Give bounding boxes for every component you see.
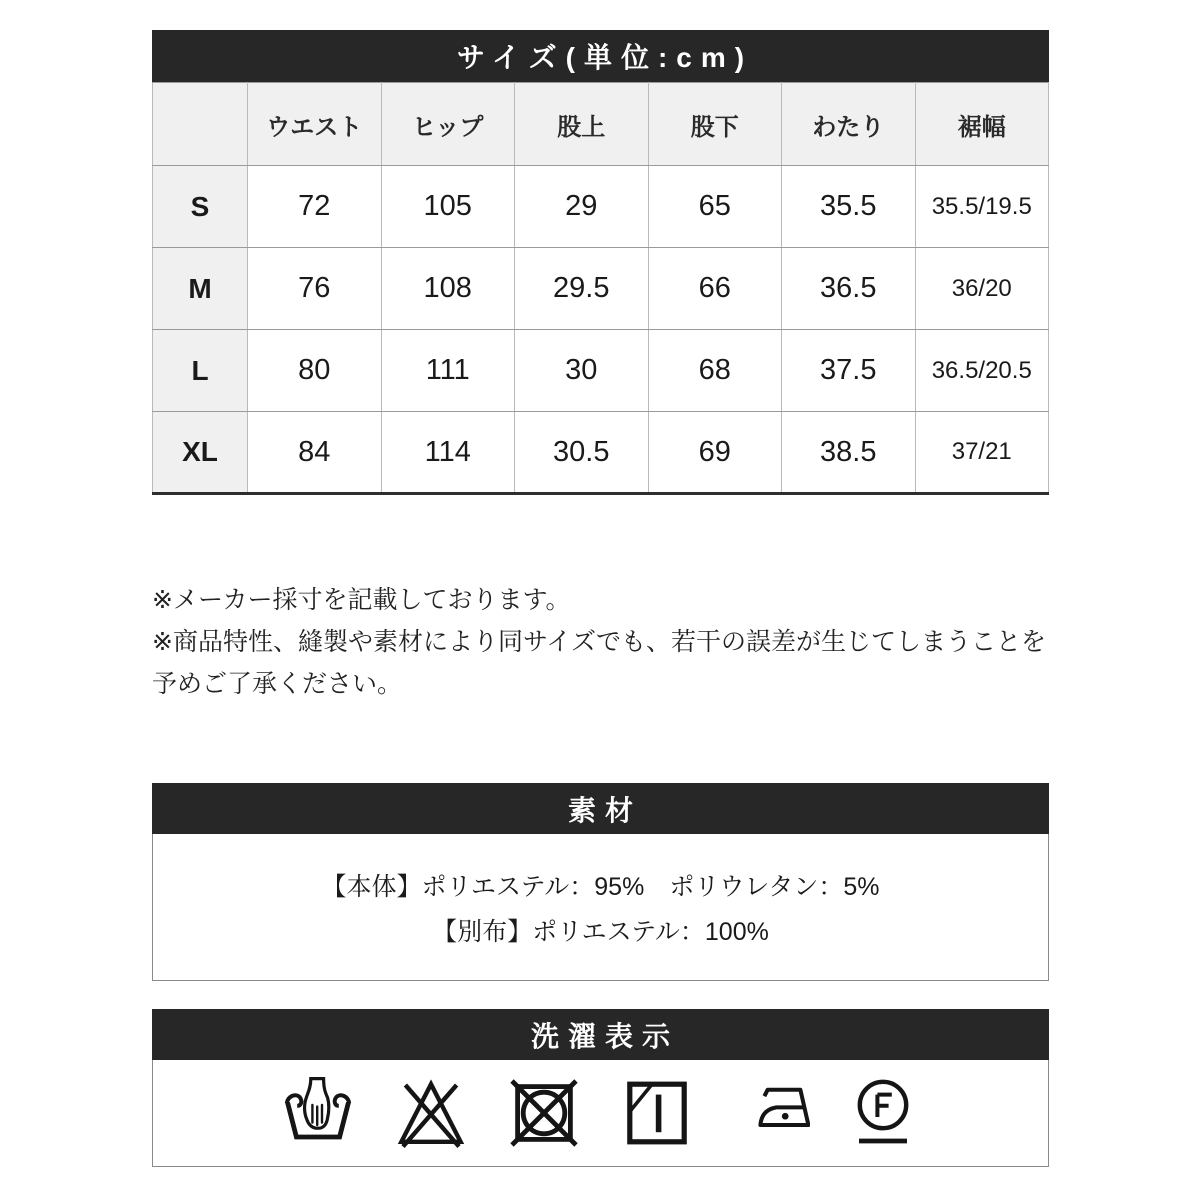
cell-thigh: 38.5 <box>782 412 916 494</box>
note-line-1: ※メーカー採寸を記載しております。 <box>152 586 571 614</box>
size-table <box>152 82 1049 495</box>
cell-hem: 36/20 <box>915 248 1049 330</box>
row-label: S <box>153 166 248 248</box>
table-row-l <box>153 330 1049 412</box>
col-header-thigh: わたり <box>782 83 916 166</box>
material-line-main: 【本体】ポリエステル：95% ポリウレタン：5% <box>321 872 880 901</box>
row-label: L <box>153 330 248 412</box>
cell-waist: 76 <box>248 248 382 330</box>
cell-waist: 80 <box>248 330 382 412</box>
cell-rise: 29.5 <box>515 248 649 330</box>
row-label: M <box>153 248 248 330</box>
col-header-inseam: 股下 <box>648 83 782 166</box>
material-line-other: 【別布】ポリエステル：100% <box>432 917 769 946</box>
cell-rise: 30 <box>515 330 649 412</box>
table-row-xl <box>153 412 1049 494</box>
material-content <box>152 834 1049 981</box>
cell-hem: 35.5/19.5 <box>915 166 1049 248</box>
notes <box>152 579 1049 705</box>
care-title-bar <box>152 1009 1049 1060</box>
cell-hip: 111 <box>381 330 515 412</box>
material-title-bar <box>152 783 1049 834</box>
cell-rise: 29 <box>515 166 649 248</box>
cell-waist: 84 <box>248 412 382 494</box>
line-dry-in-shade-icon <box>617 1073 697 1153</box>
cell-waist: 72 <box>248 166 382 248</box>
cell-thigh: 36.5 <box>782 248 916 330</box>
cell-inseam: 66 <box>648 248 782 330</box>
cell-hip: 114 <box>381 412 515 494</box>
cell-hip: 105 <box>381 166 515 248</box>
table-row-m <box>153 248 1049 330</box>
do-not-tumble-dry-icon <box>504 1073 584 1153</box>
cell-thigh: 35.5 <box>782 166 916 248</box>
cell-inseam: 69 <box>648 412 782 494</box>
col-header-hem: 裾幅 <box>915 83 1049 166</box>
care-section <box>152 1009 1049 1167</box>
care-title: 洗濯表示 <box>530 1020 679 1052</box>
size-section <box>152 30 1049 495</box>
dry-clean-f-gentle-icon <box>843 1073 923 1153</box>
material-title: 素材 <box>567 794 642 826</box>
do-not-bleach-icon <box>391 1073 471 1153</box>
size-title: サイズ(単位:cm) <box>456 42 754 73</box>
col-header-rise: 股上 <box>515 83 649 166</box>
size-title-bar <box>152 30 1049 82</box>
cell-hip: 108 <box>381 248 515 330</box>
hand-wash-icon <box>278 1073 358 1153</box>
size-table-header-row <box>153 83 1049 166</box>
table-row-s <box>153 166 1049 248</box>
care-symbols <box>152 1060 1049 1167</box>
row-label: XL <box>153 412 248 494</box>
cell-rise: 30.5 <box>515 412 649 494</box>
cell-hem: 36.5/20.5 <box>915 330 1049 412</box>
cell-inseam: 68 <box>648 330 782 412</box>
iron-low-icon <box>730 1073 810 1153</box>
note-line-2: ※商品特性、縫製や素材により同サイズでも、若干の誤差が生じてしまうことを予めご了承ください。 <box>152 628 1046 698</box>
cell-hem: 37/21 <box>915 412 1049 494</box>
cell-inseam: 65 <box>648 166 782 248</box>
col-header-waist: ウエスト <box>248 83 382 166</box>
corner-cell <box>153 83 248 166</box>
material-section <box>152 783 1049 981</box>
col-header-hip: ヒップ <box>381 83 515 166</box>
cell-thigh: 37.5 <box>782 330 916 412</box>
product-spec-sheet <box>152 30 1049 1167</box>
